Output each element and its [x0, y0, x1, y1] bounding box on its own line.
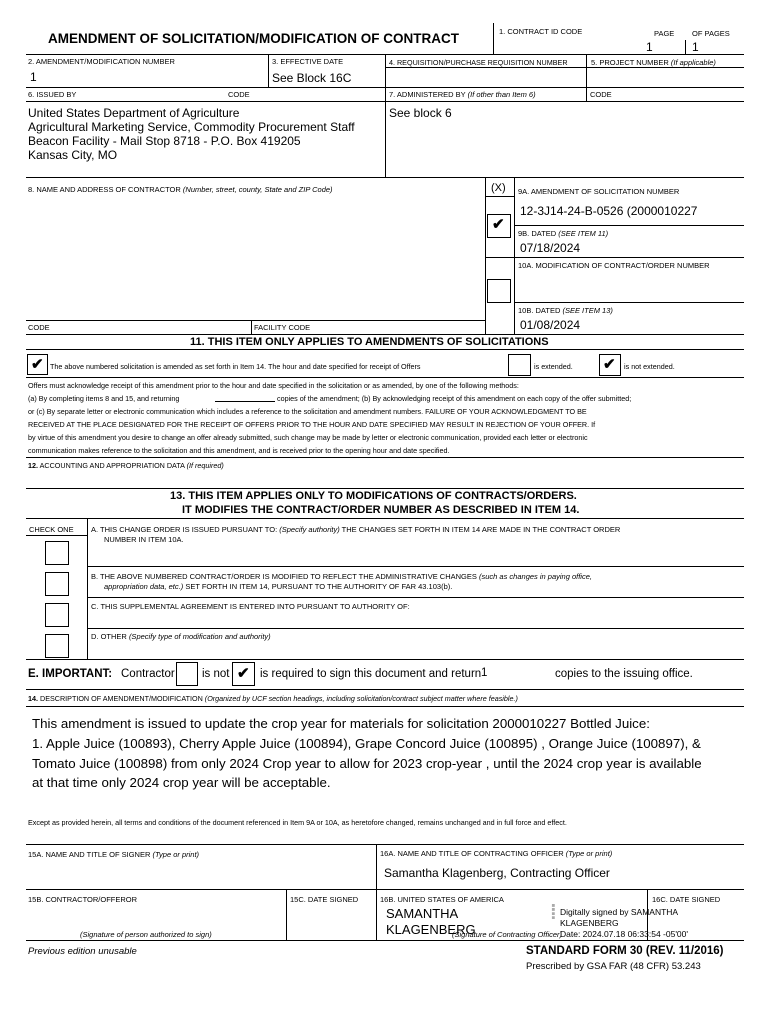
- signer-name-field[interactable]: [28, 866, 368, 880]
- dated-10b-label: 10B. DATED: [518, 306, 561, 315]
- divider: [485, 196, 515, 197]
- divider: [647, 889, 648, 941]
- prescribed-by: Prescribed by GSA FAR (48 CFR) 53.243: [526, 961, 701, 972]
- option-c-checkbox[interactable]: [45, 603, 69, 627]
- item-11-line: copies of the amendment; (b) By acknowledging receipt of this amendment on each copy of the offer submitted;: [277, 394, 632, 403]
- required-text: is required to sign this document and return: [260, 668, 482, 680]
- not-extended-label: is not extended.: [624, 362, 675, 371]
- item-11-line: or (c) By separate letter or electronic communication which includes a reference to the solicitation and amendment numbers. FAILURE OF YOUR ACKNOWLEDGMENT TO BE: [28, 407, 587, 416]
- option-b-text: B. THE ABOVE NUMBERED CONTRACT/ORDER IS MODIFIED TO REFLECT THE ADMINISTRATIVE CHANGES: [91, 572, 477, 581]
- item-13-heading: 13. THIS ITEM APPLIES ONLY TO MODIFICATIONS OF CONTRACTS/ORDERS.: [170, 490, 577, 502]
- divider: [26, 488, 744, 489]
- divider: [586, 54, 587, 101]
- option-c-text: C. THIS SUPPLEMENTAL AGREEMENT IS ENTERED INTO PURSUANT TO AUTHORITY OF:: [91, 602, 410, 611]
- divider: [87, 597, 744, 598]
- contractor-date-label: 15C. DATE SIGNED: [290, 895, 359, 904]
- contractor-is-checkbox[interactable]: [176, 662, 198, 686]
- divider: [26, 334, 744, 335]
- effective-date-label: 3. EFFECTIVE DATE: [272, 57, 344, 66]
- previous-edition-note: Previous edition unusable: [28, 946, 137, 957]
- check-icon: ✔: [31, 356, 44, 373]
- description-line: Tomato Juice (100898) from only 2024 Crop year to allow for 2023 crop-year , until the 2024 crop year is available: [32, 756, 702, 771]
- copies-text: copies to the issuing office.: [555, 668, 693, 680]
- administered-by-label: 7. ADMINISTERED BY: [389, 90, 466, 99]
- divider: [385, 67, 744, 68]
- description-line: 1. Apple Juice (100893), Cherry Apple Juice (100894), Grape Concord Juice (100895) , Orange Juice (100897), &: [32, 736, 701, 751]
- administered-by-qualifier: (If other than Item 6): [467, 90, 536, 99]
- divider: [485, 257, 744, 258]
- divider: [26, 177, 744, 178]
- item-14-label: DESCRIPTION OF AMENDMENT/MODIFICATION: [40, 694, 203, 703]
- of-pages-label: OF PAGES: [692, 29, 730, 38]
- option-a-text-2: THE CHANGES SET FORTH IN ITEM 14 ARE MADE IN THE CONTRACT ORDER: [341, 525, 621, 534]
- issued-by-line: Kansas City, MO: [28, 148, 118, 162]
- option-a-text-3: NUMBER IN ITEM 10A.: [104, 535, 184, 544]
- return-copies-field[interactable]: [481, 667, 541, 679]
- option-b-qualifier-2: appropriation data, etc.): [104, 582, 184, 591]
- officer-name-label: 16A. NAME AND TITLE OF CONTRACTING OFFICER: [380, 849, 564, 858]
- amendment-number-label: 2. AMENDMENT/MODIFICATION NUMBER: [28, 57, 175, 66]
- divider: [26, 940, 744, 941]
- divider: [514, 225, 744, 226]
- divider: [514, 302, 744, 303]
- project-number-qualifier: (If applicable): [670, 58, 716, 67]
- contractor-text: Contractor: [121, 668, 175, 680]
- project-number-label: 5. PROJECT NUMBER: [591, 58, 669, 67]
- divider: [514, 177, 515, 335]
- contractor-address-field[interactable]: [28, 197, 478, 312]
- dated-9b-qualifier: (SEE ITEM 11): [558, 229, 609, 238]
- divider: [26, 518, 744, 519]
- check-one-label: CHECK ONE: [29, 525, 74, 534]
- requisition-number-label: 4. REQUISITION/PURCHASE REQUISITION NUMBER: [389, 58, 568, 67]
- x-mark-label: (X): [491, 182, 506, 194]
- item-12-qualifier: (If required): [186, 461, 224, 470]
- effective-date-field[interactable]: [272, 71, 382, 85]
- option-d-text: D. OTHER: [91, 632, 127, 641]
- option-a-checkbox[interactable]: [45, 541, 69, 565]
- digital-signature-line: Date: 2024.07.18 06:33:54 -05'00': [560, 929, 689, 939]
- divider: [26, 457, 744, 458]
- option-a-text: A. THIS CHANGE ORDER IS ISSUED PURSUANT TO:: [91, 525, 278, 534]
- check-icon: ✔: [603, 356, 616, 373]
- divider: [385, 101, 744, 102]
- divider: [26, 689, 744, 690]
- contractor-signature-caption: (Signature of person authorized to sign): [80, 930, 212, 939]
- form-number: STANDARD FORM 30 (REV. 11/2016): [526, 945, 724, 957]
- project-number-field[interactable]: [591, 71, 741, 85]
- dated-9b-label: 9B. DATED: [518, 229, 557, 238]
- signer-name-label: 15A. NAME AND TITLE OF SIGNER: [28, 850, 151, 859]
- except-text: Except as provided herein, all terms and conditions of the document referenced in Item 9A or 10A, as heretofore changed, remains unchanged and in full force and effect.: [28, 818, 567, 827]
- dated-10b-qualifier: (SEE ITEM 13): [562, 306, 613, 315]
- divider: [26, 535, 88, 536]
- administered-code-label: CODE: [590, 90, 612, 99]
- digital-signature-name: KLAGENBERG: [386, 922, 476, 937]
- issued-code-label: CODE: [228, 90, 250, 99]
- dated-9b-value: 07/18/2024: [520, 241, 581, 255]
- divider: [26, 844, 744, 845]
- divider: [87, 628, 744, 629]
- item-11-line: by virtue of this amendment you desire to change an offer already submitted, such change may be made by letter or electronic communication, provided each letter or electronic: [28, 433, 588, 442]
- contractor-offeror-label: 15B. CONTRACTOR/OFFEROR: [28, 895, 138, 904]
- item-11-heading: 11. THIS ITEM ONLY APPLIES TO AMENDMENTS OF SOLICITATIONS: [190, 336, 549, 348]
- usa-label: 16B. UNITED STATES OF AMERICA: [380, 895, 504, 904]
- of-pages-field[interactable]: [692, 40, 722, 54]
- extended-label: is extended.: [534, 362, 573, 371]
- signature-logo-icon: ⁞: [550, 902, 557, 924]
- divider: [485, 177, 486, 335]
- divider: [26, 659, 744, 660]
- divider: [376, 844, 377, 941]
- option-a-qualifier: (Specify authority): [279, 525, 340, 534]
- solicitation-number-label: 9A. AMENDMENT OF SOLICITATION NUMBER: [518, 187, 680, 196]
- page-number-field[interactable]: [646, 40, 676, 54]
- modification-checkbox[interactable]: [487, 279, 511, 303]
- divider: [385, 87, 744, 88]
- important-label: E. IMPORTANT:: [28, 668, 113, 680]
- divider: [493, 23, 494, 55]
- divider: [26, 87, 386, 88]
- divider: [26, 377, 744, 378]
- extended-checkbox[interactable]: [508, 354, 531, 376]
- divider: [26, 706, 744, 707]
- issued-by-line: United States Department of Agriculture: [28, 106, 240, 120]
- divider: [26, 101, 386, 102]
- divider: [87, 518, 88, 660]
- solicitation-number-value: 12-3J14-24-B-0526 (2000010227: [520, 204, 698, 218]
- option-d-checkbox[interactable]: [45, 634, 69, 658]
- divider: [251, 320, 252, 335]
- check-icon: ✔: [237, 665, 250, 682]
- description-line: at that time only 2024 crop year will be acceptable.: [32, 775, 331, 790]
- item-11-line: Offers must acknowledge receipt of this amendment prior to the hour and date specified in the solicitation or as amended, by one of the following methods:: [28, 381, 519, 390]
- administered-by-value: See block 6: [389, 106, 452, 120]
- option-b-text-2: SET FORTH IN ITEM 14, PURSUANT TO THE AUTHORITY OF FAR 43.103(b).: [185, 582, 453, 591]
- is-not-text: is not: [202, 668, 230, 680]
- divider: [87, 566, 744, 567]
- description-line: This amendment is issued to update the crop year for materials for solicitation 2000010227 Bottled Juice:: [32, 716, 650, 731]
- divider: [26, 349, 744, 350]
- issued-by-line: Agricultural Marketing Service, Commodity Procurement Staff: [28, 120, 355, 134]
- divider: [685, 40, 686, 55]
- divider: [385, 54, 386, 178]
- signer-name-qualifier: (Type or print): [152, 850, 200, 859]
- modification-number-label: 10A. MODIFICATION OF CONTRACT/ORDER NUMBER: [518, 261, 710, 270]
- officer-name-field[interactable]: [384, 866, 734, 880]
- form-title: AMENDMENT OF SOLICITATION/MODIFICATION OF CONTRACT: [48, 31, 459, 46]
- issued-by-line: Beacon Facility - Mail Stop 8718 - P.O. Box 419205: [28, 134, 301, 148]
- contractor-qualifier: (Number, street, county, State and ZIP Code): [182, 185, 333, 194]
- item-13-subheading: IT MODIFIES THE CONTRACT/ORDER NUMBER AS DESCRIBED IN ITEM 14.: [182, 504, 580, 516]
- item-11-line: The above numbered solicitation is amended as set forth in Item 14. The hour and date specified for receipt of Offers: [50, 362, 421, 371]
- option-b-checkbox[interactable]: [45, 572, 69, 596]
- divider: [286, 889, 287, 941]
- item-11-line: RECEIVED AT THE PLACE DESIGNATED FOR THE RECEIPT OF OFFERS PRIOR TO THE HOUR AND DATE SPECIFIED MAY RESULT IN REJECTION OF YOUR OFFER. If: [28, 420, 596, 429]
- item-11-line: communication makes reference to the solicitation and this amendment, and is received prior to the opening hour and date specified.: [28, 446, 450, 455]
- officer-date-label: 16C. DATE SIGNED: [652, 895, 721, 904]
- facility-code-label: FACILITY CODE: [254, 323, 311, 332]
- copies-returned-field[interactable]: [215, 392, 275, 402]
- item-12-label: ACCOUNTING AND APPROPRIATION DATA: [39, 461, 185, 470]
- item-11-line: (a) By completing items 8 and 15, and returning: [28, 394, 180, 403]
- contractor-code-label: CODE: [28, 323, 50, 332]
- option-d-qualifier: (Specify type of modification and authority): [128, 632, 271, 641]
- divider: [26, 320, 486, 321]
- item-14-number: 14.: [28, 694, 38, 703]
- dated-10b-value: 01/08/2024: [520, 318, 581, 332]
- check-icon: ✔: [492, 216, 505, 233]
- amendment-number-field[interactable]: [30, 70, 230, 84]
- contract-id-label: 1. CONTRACT ID CODE: [499, 27, 583, 36]
- item-12-number: 12.: [28, 461, 38, 470]
- contractor-date-field[interactable]: [290, 910, 372, 921]
- issued-by-label: 6. ISSUED BY: [28, 90, 77, 99]
- divider: [268, 54, 269, 88]
- digital-signature-line: KLAGENBERG: [560, 918, 619, 928]
- page-label: PAGE: [654, 29, 675, 38]
- contractor-label: 8. NAME AND ADDRESS OF CONTRACTOR: [28, 185, 181, 194]
- accounting-data-field[interactable]: [28, 473, 738, 487]
- option-b-qualifier: (such as changes in paying office,: [479, 572, 592, 581]
- requisition-number-field[interactable]: [389, 71, 584, 85]
- item-14-qualifier: (Organized by UCF section headings, including solicitation/contract subject matter where feasible.): [204, 694, 518, 703]
- officer-signature-caption: (Signature of Contracting Officer): [452, 930, 563, 939]
- digital-signature-line: Digitally signed by SAMANTHA: [560, 907, 679, 917]
- officer-name-qualifier: (Type or print): [565, 849, 613, 858]
- divider: [26, 889, 744, 890]
- digital-signature-name: SAMANTHA: [386, 906, 459, 921]
